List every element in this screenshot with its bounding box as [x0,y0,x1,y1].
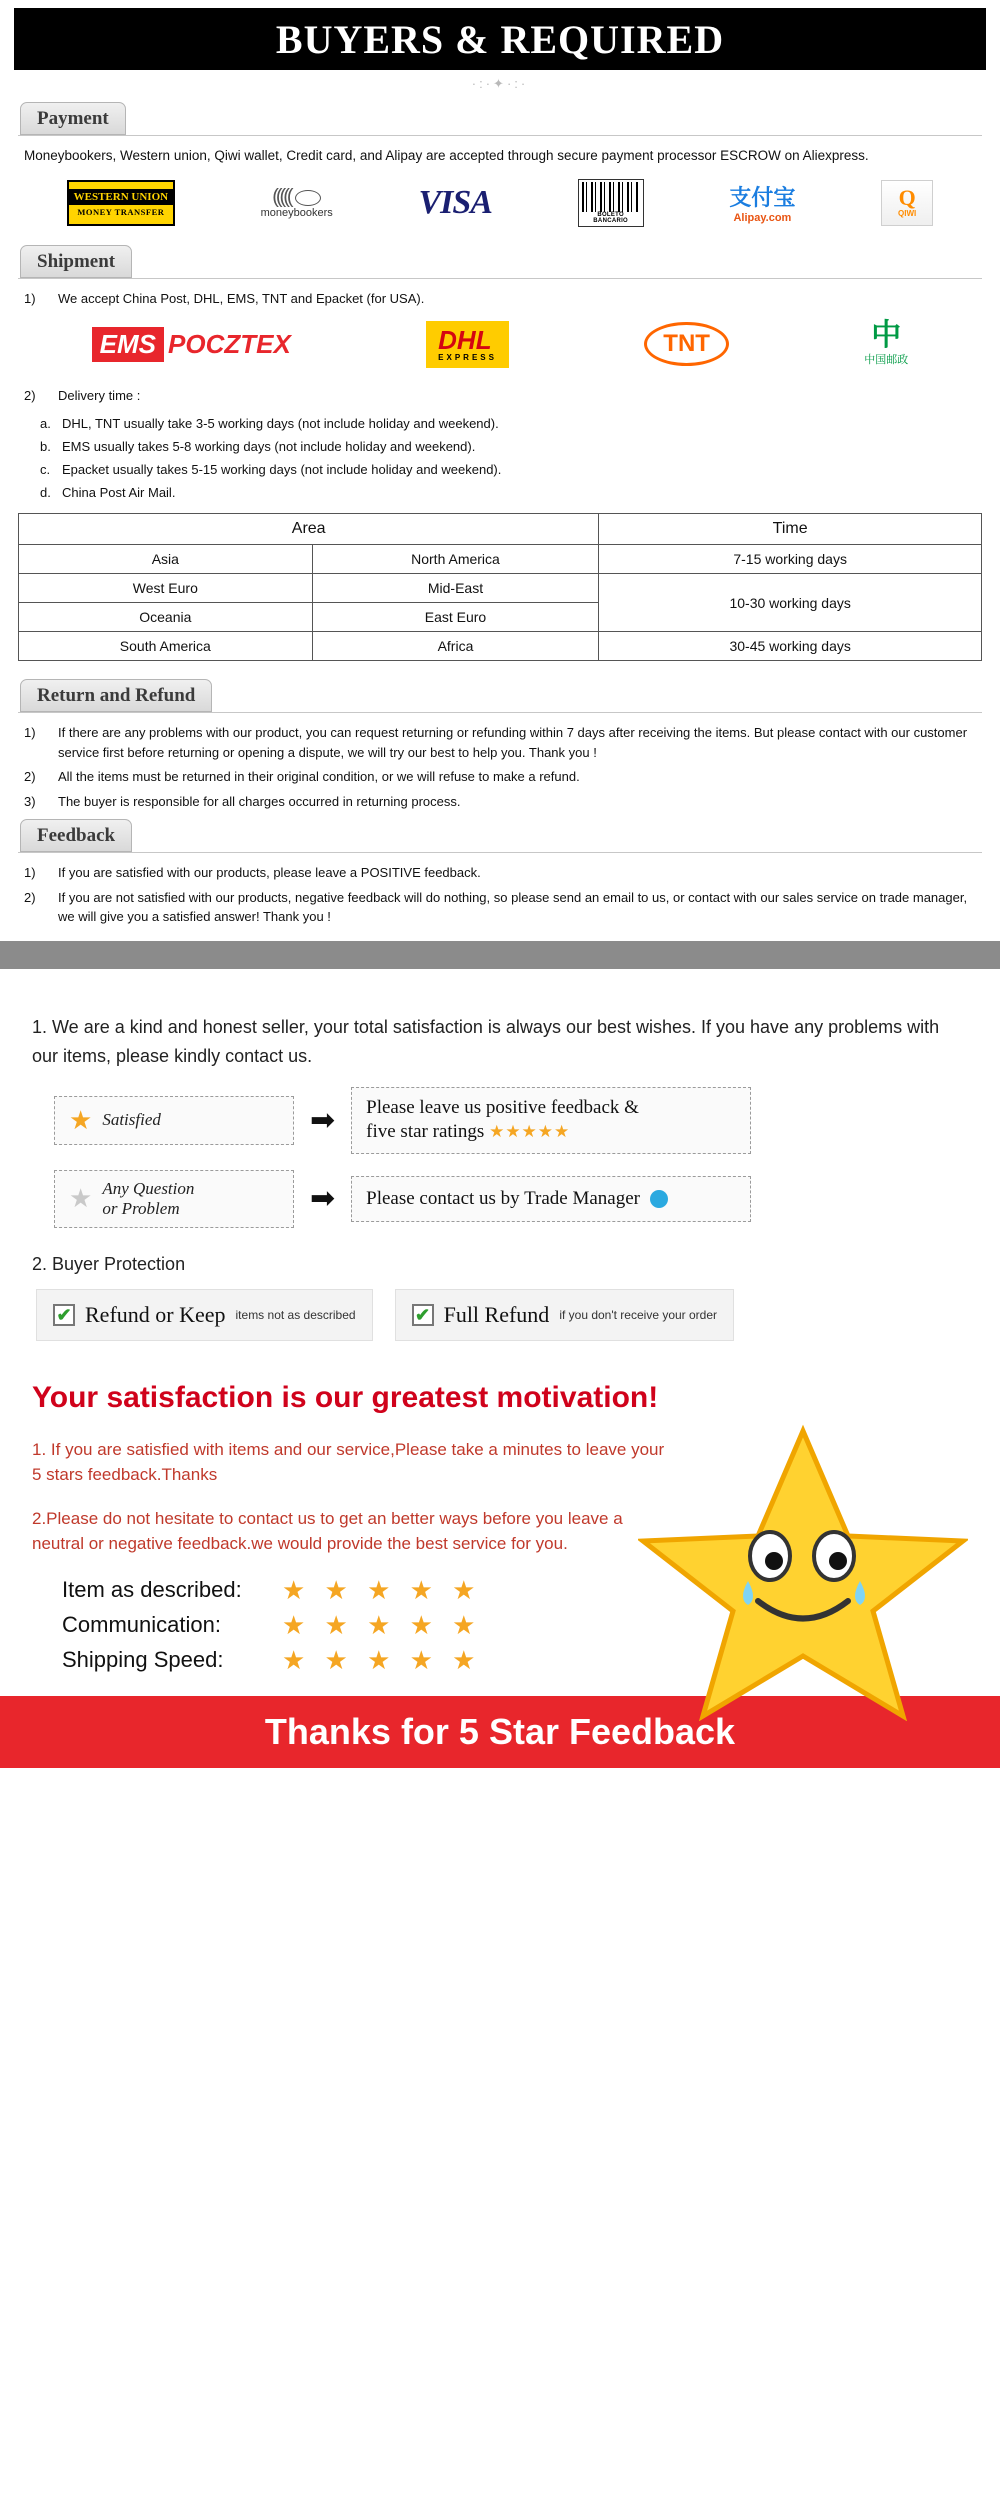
list-item-number: d. [40,485,51,501]
tnt-label: TNT [644,322,729,366]
star-outline-icon: ★ [69,1183,93,1214]
return-refund-list [24,723,976,811]
trade-manager-icon [650,1190,668,1208]
pocztex-label: POCZTEX [168,328,291,359]
list-item-text: Epacket usually takes 5-15 working days (not include holiday and weekend). [62,462,502,478]
list-item [40,460,976,480]
boleto-label: BOLETO [597,211,625,218]
motivation-title: Your satisfaction is our greatest motivation! [32,1380,659,1414]
ornament-divider: ·:·✦·:· [471,76,529,91]
table-row [19,545,982,574]
contact-trade-manager-label: Please contact us by Trade Manager [366,1187,640,1209]
footer-text: Thanks for 5 Star Feedback [264,1710,736,1752]
boleto-sublabel: BANCARIO [593,217,629,224]
list-item [40,414,976,434]
feedback-list [24,863,976,927]
qiwi-q-icon: Q [898,185,916,211]
contact-trade-manager-box [351,1176,751,1222]
five-stars-icon: ★★★★★ [489,1122,571,1142]
refund-or-keep-box [36,1289,373,1341]
rating-label: Communication: [62,1612,221,1638]
list-item-number: b. [40,439,51,455]
delivery-time-table [18,513,982,661]
rating-label: Shipping Speed: [62,1647,224,1673]
list-item [24,863,976,883]
visa-logo [418,177,492,229]
refund-or-keep-note: items not as described [235,1307,356,1322]
section-rule-payment [18,135,982,136]
list-item-text: If you are satisfied with our products, please leave a POSITIVE feedback. [58,865,481,881]
positive-feedback-line2 [366,1120,639,1145]
rating-stars-icon: ★ ★ ★ ★ ★ [282,1574,482,1605]
dhl-sublabel: EXPRESS [438,352,497,362]
section-rule-feedback [18,852,982,853]
full-refund-box [395,1289,734,1341]
list-item-text: All the items must be returned in their original condition, or we will refuse to make a refund. [58,769,580,785]
table-cell-area2: East Euro [312,603,599,632]
list-item [24,792,976,812]
ems-pocztex-logo [92,318,291,370]
smiling-star-illustration [638,1421,968,1721]
western-union-logo [67,177,175,229]
china-post-mark-icon: 中 [871,318,902,354]
list-item-text: The buyer is responsible for all charges occurred in returning process. [58,793,461,809]
section-rule-return-refund [18,712,982,713]
positive-feedback-line1: Please leave us positive feedback & [366,1096,639,1118]
page-banner [14,8,986,70]
dhl-label: DHL [438,324,492,355]
dhl-logo [426,318,509,370]
list-item-text: If there are any problems with our product, you can request returning or refunding within 7 days after receiving the items. But please contact with our customer service first before returning or opening a dispute, we will try our best to help you. Thank you ! [58,725,968,760]
table-cell-area1: Asia [19,545,313,574]
table-cell-area2: Africa [312,632,599,661]
shipment-list-2 [24,386,976,406]
positive-feedback-line2-text: five star ratings [366,1121,485,1143]
china-post-logo [864,318,908,370]
section-tab-payment: Payment [20,102,126,135]
table-header-area: Area [19,514,599,545]
visa-label: VISA [418,183,492,221]
tnt-logo [644,318,729,370]
ems-label: EMS [92,327,164,362]
payment-text: Moneybookers, Western union, Qiwi wallet, Credit card, and Alipay are accepted through secure payment processor ESCROW on Aliexpress. [24,148,869,163]
table-row [19,574,982,603]
moneybookers-label: moneybookers [260,206,333,219]
list-item-text: DHL, TNT usually take 3-5 working days (not include holiday and weekend). [62,415,499,431]
delivery-notes-list [40,414,976,504]
alipay-label: Alipay.com [733,212,792,225]
motivation-paragraph-1: 1. If you are satisfied with items and our service,Please take a minutes to leave your 5 stars feedback.Thanks [32,1439,665,1485]
moneybookers-arcs-icon: ((((( [261,187,333,207]
rating-stars-icon: ★ ★ ★ ★ ★ [282,1609,482,1640]
satisfied-box [54,1096,294,1145]
list-item-number: 1) [24,725,36,741]
check-icon: ✔ [53,1304,75,1326]
motivation-paragraph-2: 2.Please do not hesitate to contact us to get an better ways before you leave a neutral or negative feedback.we would provide the best service for you. [32,1508,623,1554]
table-cell-time: 7-15 working days [599,545,982,574]
list-item [24,767,976,787]
full-refund-label: Full Refund [443,1301,550,1327]
list-item [40,483,976,503]
list-item-number: 1) [24,290,36,306]
shipment-logo-row [24,318,976,370]
moneybookers-logo [261,177,333,229]
rating-stars-icon: ★ ★ ★ ★ ★ [282,1644,482,1675]
barcode-icon [582,182,640,212]
china-post-label: 中国邮政 [864,354,909,367]
list-item-number: 2) [24,889,36,905]
table-header-time: Time [599,514,982,545]
list-item-text: EMS usually takes 5-8 working days (not include holiday and weekend). [62,439,476,455]
flow-row-question [54,1170,968,1228]
positive-feedback-box [351,1087,751,1154]
list-item [24,723,976,762]
list-item-number: a. [40,415,51,431]
list-item [24,386,976,406]
table-cell-area2: Mid-East [312,574,599,603]
list-item-text: If you are not satisfied with our products, negative feedback will do nothing, so please send an email to us, or contact with our sales service on trade manager, we will give you a satisfied answer! Thank you ! [58,889,968,925]
refund-or-keep-label: Refund or Keep [85,1301,226,1327]
list-item-number: c. [40,462,51,478]
list-item-number: 2) [24,388,36,404]
qiwi-label: QIWI [898,209,917,219]
buyer-protection-row [36,1289,968,1341]
list-item-text: Delivery time : [58,388,141,404]
qiwi-logo [881,177,933,229]
table-cell-time: 30-45 working days [599,632,982,661]
satisfaction-heading: 1. We are a kind and honest seller, your total satisfaction is always our best wishes. If you have any problems with our items, please kindly contact us. [32,1016,940,1066]
grey-separator-bar [0,941,1000,969]
boleto-logo [578,177,644,229]
list-item-text: China Post Air Mail. [62,485,176,501]
list-item-number: 2) [24,769,36,785]
page-title: BUYERS & REQUIRED [275,16,725,62]
section-tab-shipment: Shipment [20,245,132,278]
check-icon: ✔ [412,1304,434,1326]
alipay-logo [729,177,795,229]
section-tab-return-refund: Return and Refund [20,679,212,712]
any-question-label [102,1179,194,1219]
list-item-number: 3) [24,793,36,809]
table-cell-area1: South America [19,632,313,661]
list-item [40,437,976,457]
arrow-right-icon: ➡ [310,1182,336,1216]
list-item [24,289,976,309]
alipay-chinese-label: 支付宝 [729,186,796,212]
list-item-number: 1) [24,865,36,881]
list-item-text: We accept China Post, DHL, EMS, TNT and Epacket (for USA). [58,290,425,306]
motivation-section [32,1381,968,1676]
list-item [24,888,976,927]
flow-row-satisfied [54,1087,968,1154]
section-rule-shipment [18,278,982,279]
western-union-sublabel: MONEY TRANSFER [77,207,165,218]
western-union-label: WESTERN UNION [69,189,173,206]
shipment-list-1 [24,289,976,309]
rating-label: Item as described: [62,1577,242,1603]
any-question-line1: Any Question [102,1178,195,1198]
any-question-box [54,1170,294,1228]
satisfied-label: Satisfied [102,1110,161,1130]
any-question-line2: or Problem [102,1198,180,1218]
table-row [19,632,982,661]
full-refund-note: if you don't receive your order [559,1307,718,1322]
payment-logo-row [24,177,976,229]
table-header-row [19,514,982,545]
star-icon: ★ [69,1104,93,1135]
arrow-right-icon: ➡ [310,1103,336,1137]
table-cell-time: 10-30 working days [599,574,982,632]
section-tab-feedback: Feedback [20,819,132,852]
table-cell-area2: North America [312,545,599,574]
satisfaction-section [32,1013,968,1341]
table-cell-area1: Oceania [19,603,313,632]
table-cell-area1: West Euro [19,574,313,603]
buyer-protection-title: 2. Buyer Protection [32,1253,186,1274]
